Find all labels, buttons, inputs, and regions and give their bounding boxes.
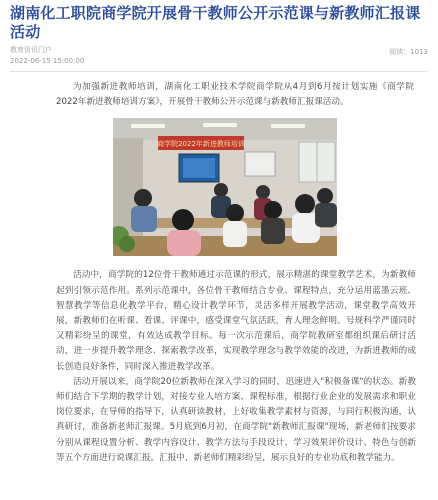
article-views: 阅读：1013 [389,48,428,56]
article-meta [10,45,428,69]
meta-left [10,45,84,67]
photo-banner-text: 商学院2022年新进教师培训 [157,140,245,149]
classroom-photo [113,118,337,256]
article-source: 教育资讯门户 [10,46,52,54]
article-paragraph-demo-classes: 活动中，商学院的12位骨干教师通过示范课的形式，展示精湛的课堂教学艺术，为新教师起到引领示范作用。系列示范课中，各位骨干教师结合专业、课程特点，充分运用蓝墨云班、智慧教学等信息化教学平台，精心设计教学环节，灵活多样开展教学活动，课堂教学高效开展，新教师们在听课、看课、评课中，感受课堂气氛活跃，育人理念鲜明。号规科学严谨同时又精彩纷呈的课堂，有效达成教学目标。每一次示范课后，商学院教研室都组织课后研讨活动，进一步提升教学理念、探索教学改革，实现教学理念与教学效能的改进，为新进教师的成长创造良好条件，同时深入推进教学改革。 [56,270,416,372]
article-date: 2022-06-15 15:00:00 [10,57,85,65]
article-paragraph-intro: 为加强新进教师培训，湖南化工职业技术学院商学院从4月到6月按计划实施《商学院2022年新进教师培训方案》，开展骨干教师公开示范课与新教师汇报课活动。 [56,82,414,108]
article-title: 湖南化工职院商学院开展骨干教师公开示范课与新教师汇报课活动 [10,4,421,41]
divider [10,71,428,72]
article-paragraph-new-teachers: 活动开展以来，商学院20位新教师在深入学习的同时，迅速进入"积极备课"的状态。新教师们结合下学期的教学计划，对接专业人培方案、课程标准，根据行业企业的发展需求和职业岗位要求，在导师的指导下，认真研读教材，上好收集教学素材与资源，与同行积极沟通，认真研讨，准备新老师汇报课。5月底到6月初，在商学院"新教师汇报课"现场，新老师们按要求分别从课程设置分析、教学内容设计、教学方法与手段设计、学习效果评价设计、特色与创新等五个方面进行说课汇报。汇报中，新老师们精彩纷呈，展示良好的专业功底和教学能力。 [56,376,416,463]
article-photo [113,118,337,256]
